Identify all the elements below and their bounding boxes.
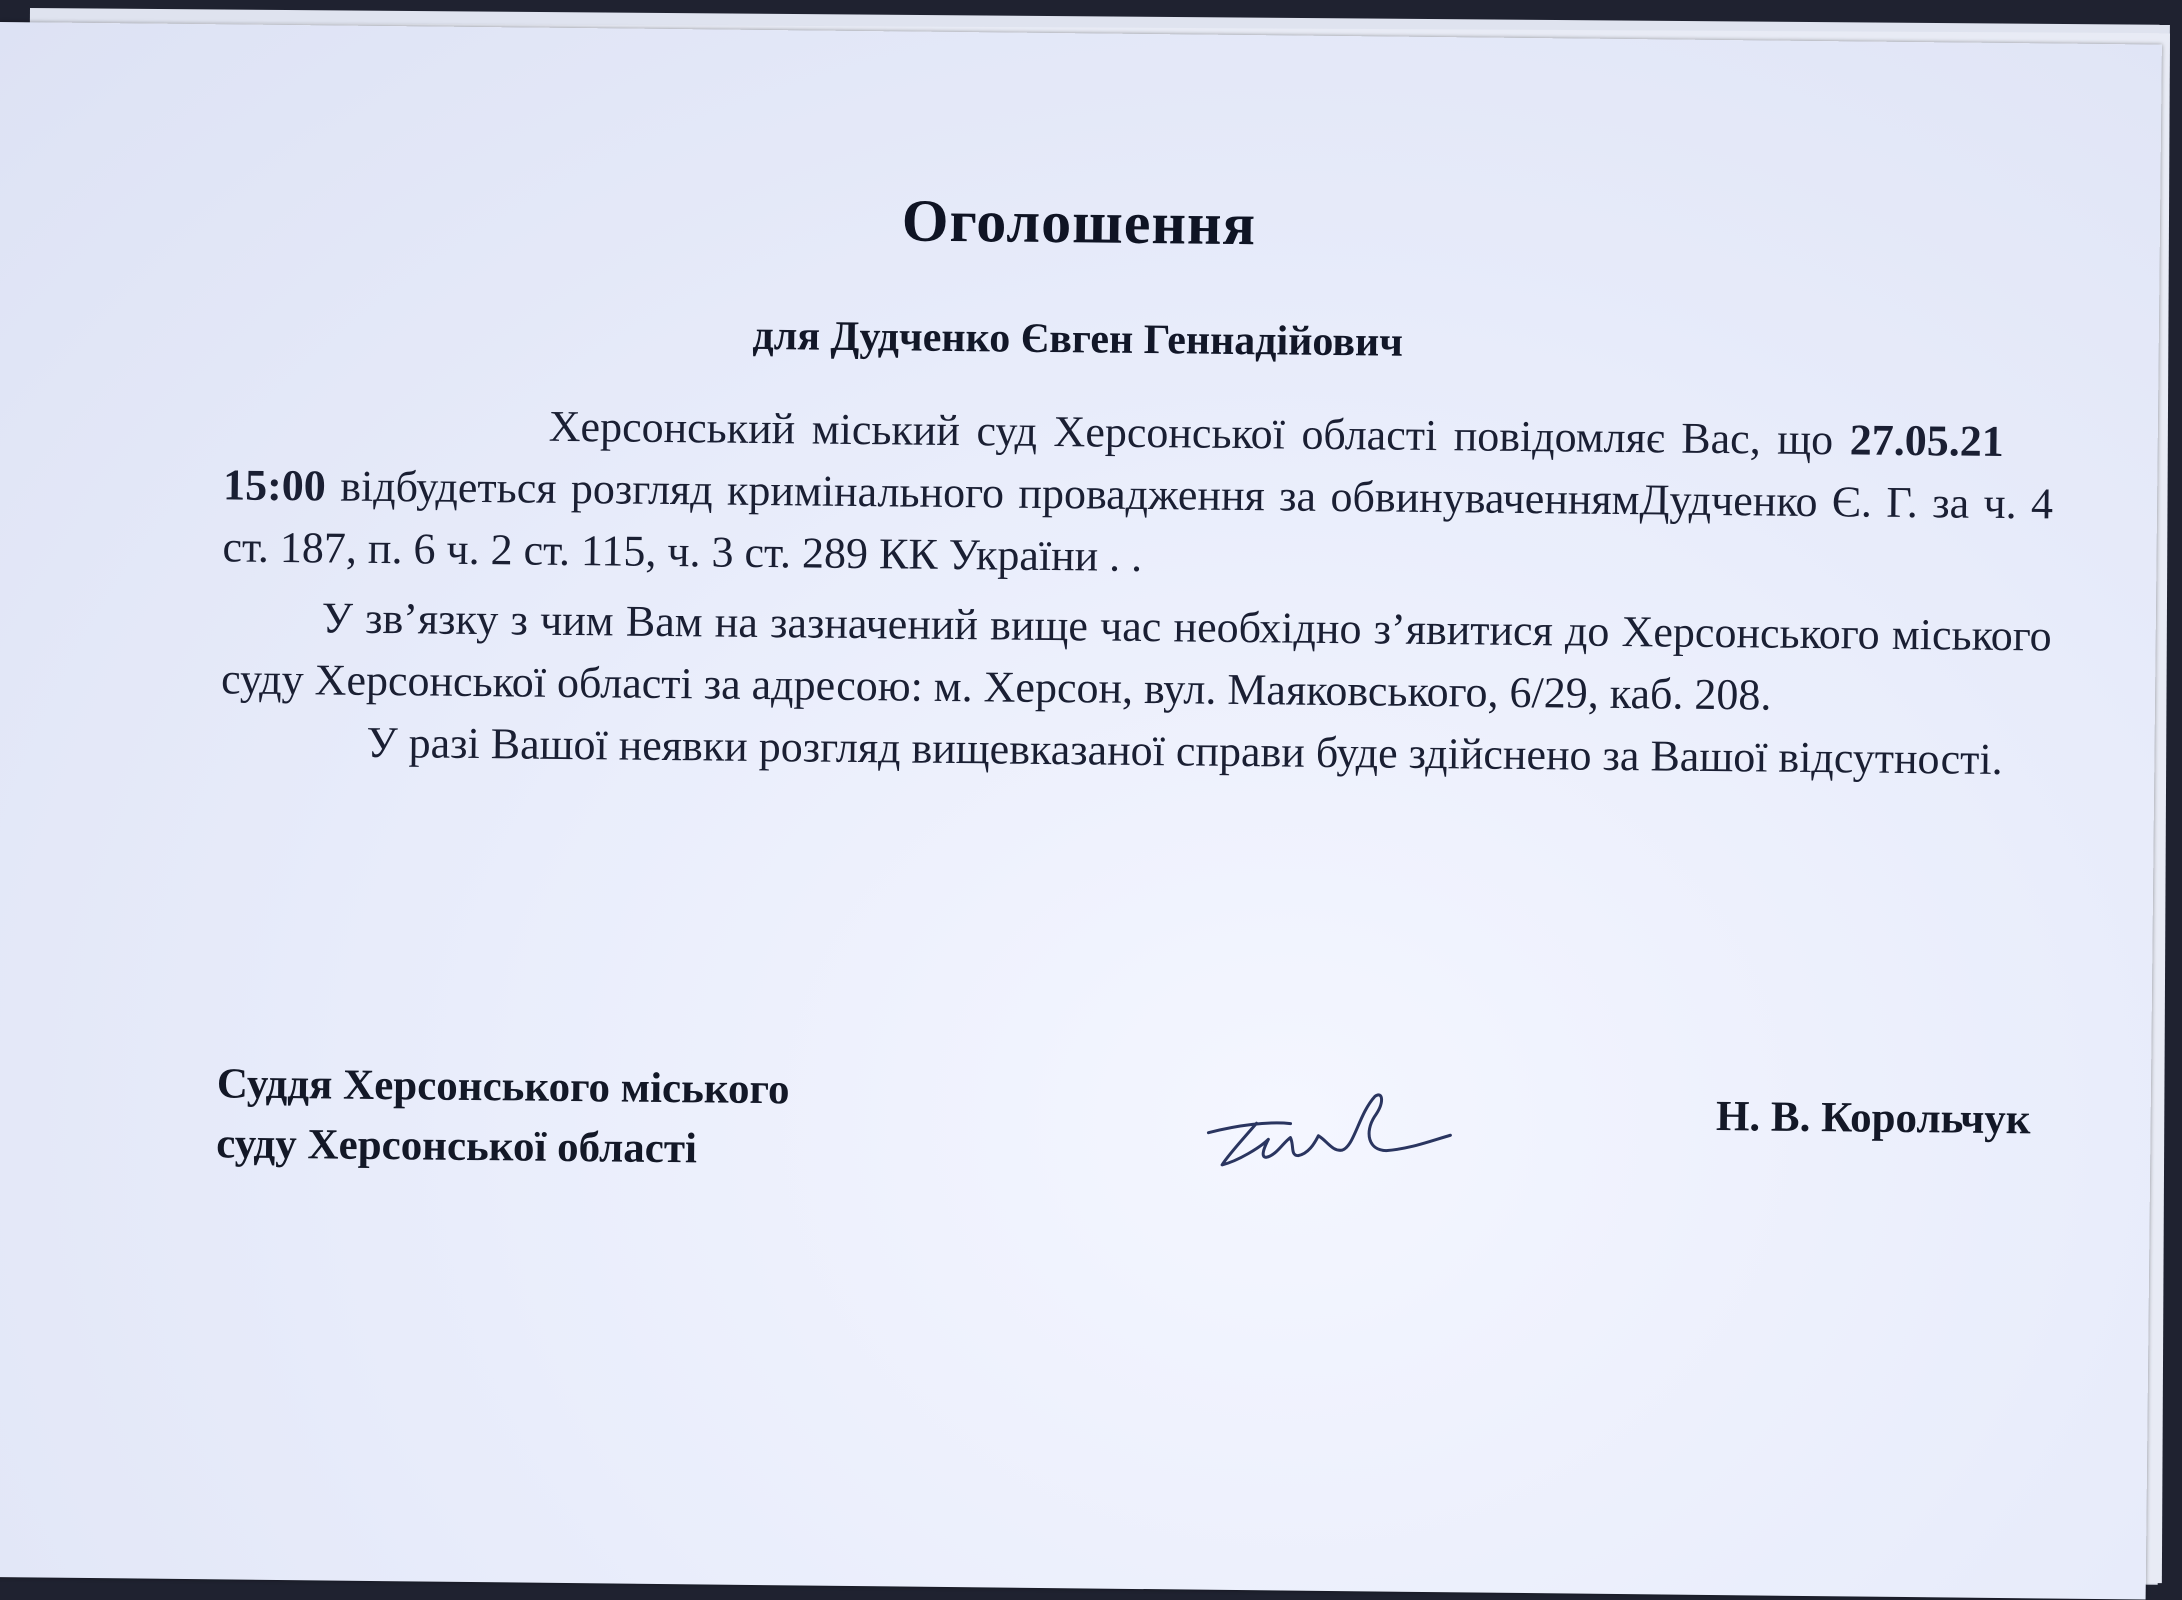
judge-position: [216, 1054, 790, 1180]
notice-title: Оголошення: [901, 187, 1257, 258]
hearing-time: 15:00: [222, 460, 327, 511]
paragraph-absence: У разі Вашої неявки розгляд вищевказаної справи буде здійснено за Вашої відсутності.: [366, 717, 2003, 785]
hearing-date: 27.05.21: [1849, 415, 2004, 467]
notice-addressee: для Дудченко Євген Геннадійович: [752, 312, 1404, 366]
judge-position-line1: Суддя Херсонського міського: [216, 1060, 790, 1114]
paragraph-summons: [222, 392, 2054, 597]
charges-text: відбудеться розгляд кримінального провадження за обвинуваченнямДудченко Є. Г. за ч. 4 ст. 187, п. 6 ч. 2 ст. 115, ч. 3 ст. 289 КК України . .: [222, 461, 2054, 581]
judge-name: Н. В. Корольчук: [1715, 1093, 2031, 1144]
judge-position-line2: суду Херсонської області: [216, 1120, 698, 1173]
handwritten-signature: [1198, 1073, 1459, 1186]
notice-body: [220, 392, 2054, 791]
paragraph-appearance: У зв’язку з чим Вам на зазначений вище час необхідно з’явитися до Херсонського міського суду Херсонської області за адресою: м. Херсон, вул. Маяковського, 6/29, каб. 208.: [220, 593, 2052, 720]
notice-sheet: [0, 22, 2162, 1600]
court-intro-text: Херсонський міський суд Херсонської області повідомляє Вас, що: [548, 401, 1850, 465]
